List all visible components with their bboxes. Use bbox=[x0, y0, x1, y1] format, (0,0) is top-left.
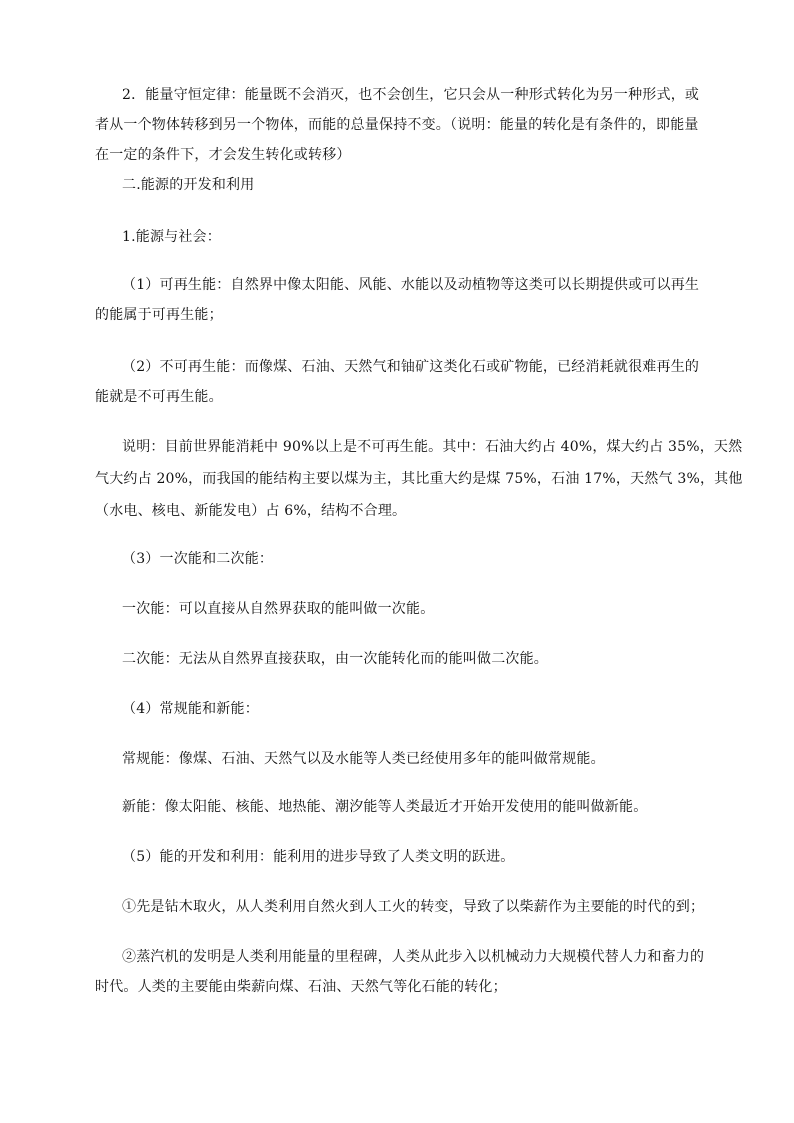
paragraph-conservation-law-line-3: 在一定的条件下，才会发生转化或转移） bbox=[95, 147, 351, 163]
paragraph-conservation-law-line-1: 2．能量守恒定律：能量既不会消灭，也不会创生，它只会从一种形式转化为另一种形式，或 bbox=[122, 87, 700, 103]
item-renewable-line-1: （1）可再生能：自然界中像太阳能、风能、水能以及动植物等这类可以长期提供或可以再生 bbox=[122, 277, 700, 293]
note-line-3: （水电、核电、新能发电）占 6%，结构不合理。 bbox=[95, 503, 407, 519]
primary-energy-definition: 一次能：可以直接从自然界获取的能叫做一次能。 bbox=[122, 601, 435, 617]
new-energy-definition: 新能：像太阳能、核能、地热能、潮汐能等人类最近才开始开发使用的能叫做新能。 bbox=[122, 799, 648, 815]
conventional-energy-definition: 常规能：像煤、石油、天然气以及水能等人类已经使用多年的能叫做常规能。 bbox=[122, 751, 605, 767]
item-development-title: （5）能的开发和利用：能利用的进步导致了人类文明的跃进。 bbox=[122, 849, 515, 865]
secondary-energy-definition: 二次能：无法从自然界直接获取，由一次能转化而的能叫做二次能。 bbox=[122, 651, 548, 667]
item-primary-secondary-title: （3）一次能和二次能： bbox=[122, 551, 274, 567]
item-nonrenewable-line-1: （2）不可再生能：而像煤、石油、天然气和铀矿这类化石或矿物能，已经消耗就很难再生的 bbox=[122, 359, 700, 375]
note-line-2: 气大约占 20%，而我国的能结构主要以煤为主，其比重大约是煤 75%，石油 17%，天然气 3%，其他 bbox=[95, 471, 743, 487]
item-nonrenewable-line-2: 能就是不可再生能。 bbox=[95, 389, 223, 405]
section-title-energy-development: 二.能源的开发和利用 bbox=[122, 177, 255, 193]
point-fire-era: ①先是钻木取火，从人类利用自然火到人工火的转变，导致了以柴薪作为主要能的时代的到； bbox=[122, 899, 705, 915]
subsection-title-energy-society: 1.能源与社会： bbox=[122, 229, 221, 245]
item-conventional-new-title: （4）常规能和新能： bbox=[122, 701, 259, 717]
note-line-1: 说明：目前世界能消耗中 90%以上是不可再生能。其中：石油大约占 40%，煤大约占 35%，天然 bbox=[122, 439, 743, 455]
point-steam-engine-line-2: 时代。人类的主要能由柴薪向煤、石油、天然气等化石能的转化； bbox=[95, 979, 507, 995]
paragraph-conservation-law-line-2: 者从一个物体转移到另一个物体，而能的总量保持不变。（说明：能量的转化是有条件的，即能量 bbox=[95, 117, 699, 133]
point-steam-engine-line-1: ②蒸汽机的发明是人类利用能量的里程碑，人类从此步入以机械动力大规模代替人力和畜力的 bbox=[122, 949, 705, 965]
item-renewable-line-2: 的能属于可再生能； bbox=[95, 307, 223, 323]
